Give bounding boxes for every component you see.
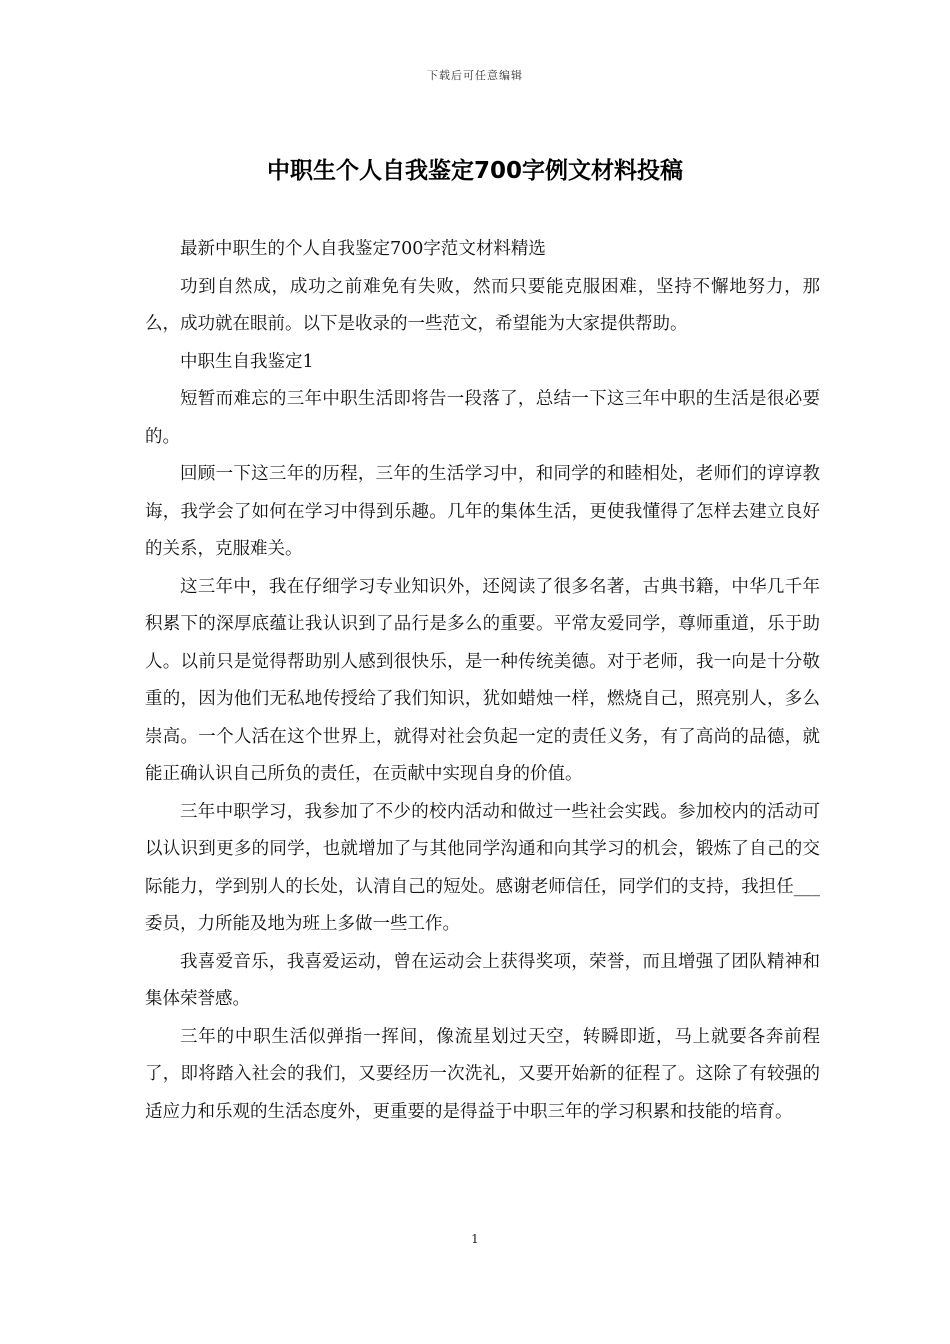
page-number: 1	[471, 1232, 479, 1246]
paragraph: 我喜爱音乐，我喜爱运动，曾在运动会上获得奖项，荣誉，而且增强了团队精神和集体荣誉感。	[145, 951, 820, 1009]
document-title: 中职生个人自我鉴定700字例文材料投稿	[266, 158, 683, 184]
paragraph: 三年中职学习，我参加了不少的校内活动和做过一些社会实践。参加校内的活动可以认识到更多的同学，也就增加了与其他同学沟通和向其学习的机会，锻炼了自己的交际能力，学到别人的长处，认清自己的短处。感谢老师信任，同学们的支持，我担任___委员，力所能及地为班上多做一些工作。	[145, 801, 820, 934]
header-note: 下载后可任意编辑	[427, 69, 523, 82]
paragraph: 最新中职生的个人自我鉴定700字范文材料精选	[180, 239, 546, 259]
paragraph: 功到自然成，成功之前难免有失败，然而只要能克服困难，坚持不懈地努力，那么，成功就在眼前。以下是收录的一些范文，希望能为大家提供帮助。	[145, 276, 820, 334]
paragraph: 中职生自我鉴定1	[180, 351, 314, 372]
paragraph: 这三年中，我在仔细学习专业知识外，还阅读了很多名著，古典书籍，中华几千年积累下的深厚底蕴让我认识到了品行是多么的重要。平常友爱同学，尊师重道，乐于助人。以前只是觉得帮助别人感到很快乐，是一种传统美德。对于老师，我一向是十分敬重的，因为他们无私地传授给了我们知识，犹如蜡烛一样，燃烧自己，照亮别人，多么崇高。一个人活在这个世界上，就得对社会负起一定的责任义务，有了高尚的品德，就能正确认识自己所负的责任，在贡献中实现自身的价值。	[145, 576, 820, 784]
document-body	[145, 231, 820, 1131]
paragraph: 回顾一下这三年的历程，三年的生活学习中，和同学的和睦相处，老师们的谆谆教诲，我学会了如何在学习中得到乐趣。几年的集体生活，更使我懂得了怎样去建立良好的关系，克服难关。	[145, 464, 820, 559]
paragraph: 短暂而难忘的三年中职生活即将告一段落了，总结一下这三年中职的生活是很必要的。	[145, 389, 820, 447]
paragraph: 三年的中职生活似弹指一挥间，像流星划过天空，转瞬即逝，马上就要各奔前程了，即将踏入社会的我们，又要经历一次洗礼，又要开始新的征程了。这除了有较强的适应力和乐观的生活态度外，更重要的是得益于中职三年的学习积累和技能的培育。	[145, 1026, 820, 1122]
